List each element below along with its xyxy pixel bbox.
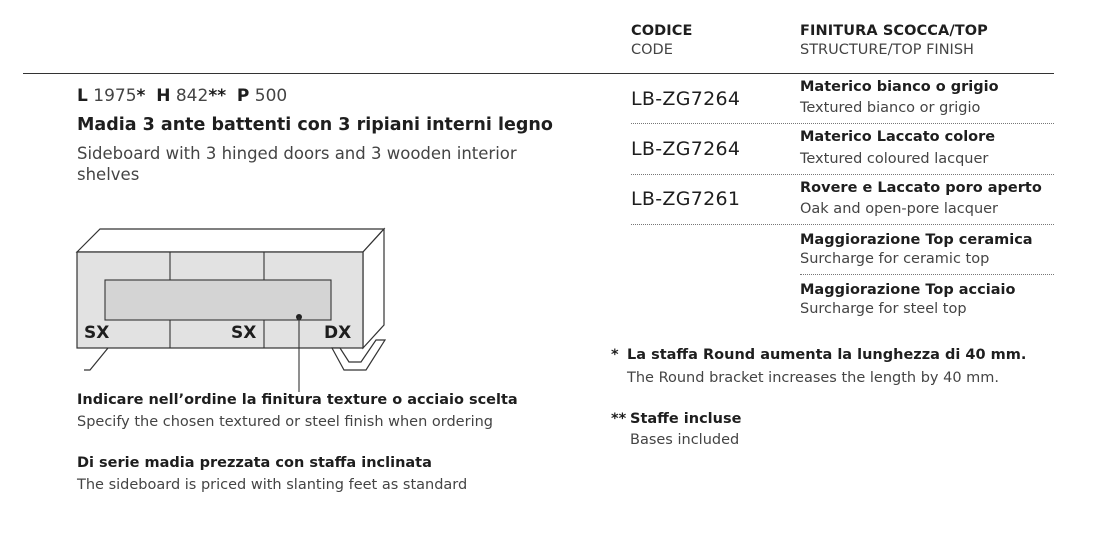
note-finish-order: Indicare nell’ordine la finitura texture o acciaio scelta	[77, 392, 518, 408]
footnote-bases-included: Staffe incluse	[630, 411, 742, 427]
sideboard-drawing	[70, 222, 400, 392]
row-code: LB-ZG7264	[631, 88, 741, 110]
row-finish: Materico bianco o grigio	[800, 79, 999, 95]
row-code: LB-ZG7261	[631, 188, 741, 210]
dim-p-value: 500	[254, 86, 288, 106]
texture-panel	[105, 280, 331, 320]
row-divider	[631, 174, 1054, 175]
row-finish: Maggiorazione Top ceramica	[800, 232, 1033, 248]
dim-l-label: L	[77, 86, 88, 106]
row-finish: Maggiorazione Top acciaio	[800, 282, 1016, 298]
row-finish-translation: Textured bianco or grigio	[800, 100, 981, 116]
footnote-mark: *	[611, 347, 619, 363]
row-divider	[800, 274, 1054, 275]
product-dimensions	[77, 86, 287, 106]
header-divider	[23, 73, 1054, 74]
product-title-translation: Sideboard with 3 hinged doors and 3 wooden interior shelves	[77, 144, 517, 184]
code-column-header: CODICE	[631, 23, 693, 39]
row-code: LB-ZG7264	[631, 138, 741, 160]
row-finish-translation: Surcharge for steel top	[800, 301, 967, 317]
note-finish-order-translation: Specify the chosen textured or steel finish when ordering	[77, 414, 493, 430]
row-finish-translation: Textured coloured lacquer	[800, 151, 989, 167]
footnote-bases-included-translation: Bases included	[630, 432, 740, 448]
footnote-mark: **	[611, 411, 627, 427]
footnote-round-bracket-translation: The Round bracket increases the length by 40 mm.	[627, 370, 1000, 386]
footnote-round-bracket: La staffa Round aumenta la lunghezza di 40 mm.	[627, 347, 1027, 363]
leg-left	[84, 348, 108, 370]
row-divider	[631, 224, 1054, 225]
row-finish-translation: Oak and open-pore lacquer	[800, 201, 999, 217]
product-title: Madia 3 ante battenti con 3 ripiani interni legno	[77, 115, 553, 135]
dim-l-value: 1975	[93, 86, 137, 106]
note-standard-feet-translation: The sideboard is priced with slanting feet as standard	[77, 477, 468, 493]
dim-h-value: 842	[175, 86, 209, 106]
dim-l-mark: *	[136, 86, 146, 106]
dim-h-label: H	[156, 86, 171, 106]
code-column-subheader: CODE	[631, 42, 673, 58]
label-sx-left: SX	[84, 323, 110, 343]
finish-column-subheader: STRUCTURE/TOP FINISH	[800, 42, 974, 58]
note-standard-feet: Di serie madia prezzata con staffa inclinata	[77, 455, 432, 471]
row-divider	[631, 123, 1054, 124]
row-finish: Rovere e Laccato poro aperto	[800, 180, 1042, 196]
row-finish: Materico Laccato colore	[800, 129, 996, 145]
row-finish-translation: Surcharge for ceramic top	[800, 251, 990, 267]
finish-column-header: FINITURA SCOCCA/TOP	[800, 23, 988, 39]
dim-h-mark: **	[208, 86, 227, 106]
dim-p-label: P	[236, 86, 250, 106]
label-sx-middle: SX	[231, 323, 257, 343]
label-dx-right: DX	[324, 323, 352, 343]
sideboard-top	[77, 229, 384, 252]
